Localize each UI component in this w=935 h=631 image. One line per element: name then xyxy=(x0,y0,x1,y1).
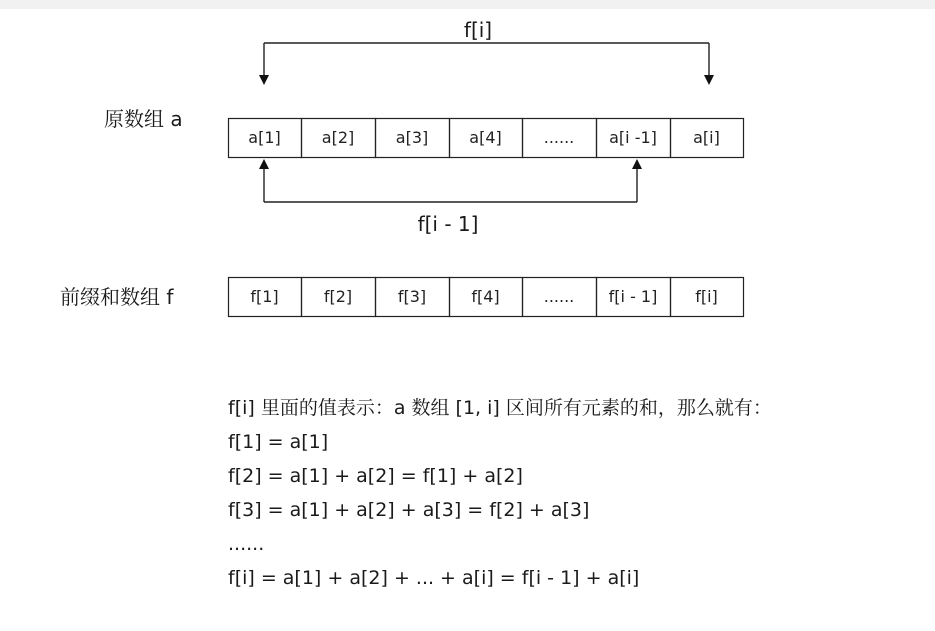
formula-line: f[i] = a[1] + a[2] + ... + a[i] = f[i - 1] + a[i] xyxy=(228,567,640,589)
array-a-cell-7: a[i] xyxy=(693,128,720,147)
row-a-label: 原数组 a xyxy=(104,107,183,131)
top-arrow-label: f[i] xyxy=(463,18,493,42)
array-a-cell-5: ...... xyxy=(543,128,575,147)
array-f-cell-3: f[3] xyxy=(397,287,427,306)
formula-line: f[1] = a[1] xyxy=(228,431,329,453)
array-a-cell-6: a[i -1] xyxy=(609,128,657,147)
array-f-cell-6: f[i - 1] xyxy=(608,287,658,306)
array-f-cell-7: f[i] xyxy=(695,287,718,306)
notes-intro-line: f[i] 里面的值表示：a 数组 [1, i] 区间所有元素的和，那么就有： xyxy=(228,397,772,419)
bottom-arrow-label: f[i - 1] xyxy=(417,212,479,236)
array-f-cell-5: ...... xyxy=(543,287,575,306)
formula-notes xyxy=(228,391,772,595)
array-f-cell-1: f[1] xyxy=(250,287,279,306)
formula-line: ...... xyxy=(228,533,265,555)
array-f-cell-4: f[4] xyxy=(471,287,500,306)
array-a-cell-2: a[2] xyxy=(321,128,355,147)
array-f-cell-2: f[2] xyxy=(323,287,353,306)
array-a-cell-4: a[4] xyxy=(469,128,502,147)
array-a-cell-3: a[3] xyxy=(395,128,429,147)
formula-line: f[2] = a[1] + a[2] = f[1] + a[2] xyxy=(228,465,523,487)
row-f-label: 前缀和数组 f xyxy=(60,285,174,309)
formula-line: f[3] = a[1] + a[2] + a[3] = f[2] + a[3] xyxy=(228,499,590,521)
array-a-cell-1: a[1] xyxy=(248,128,281,147)
